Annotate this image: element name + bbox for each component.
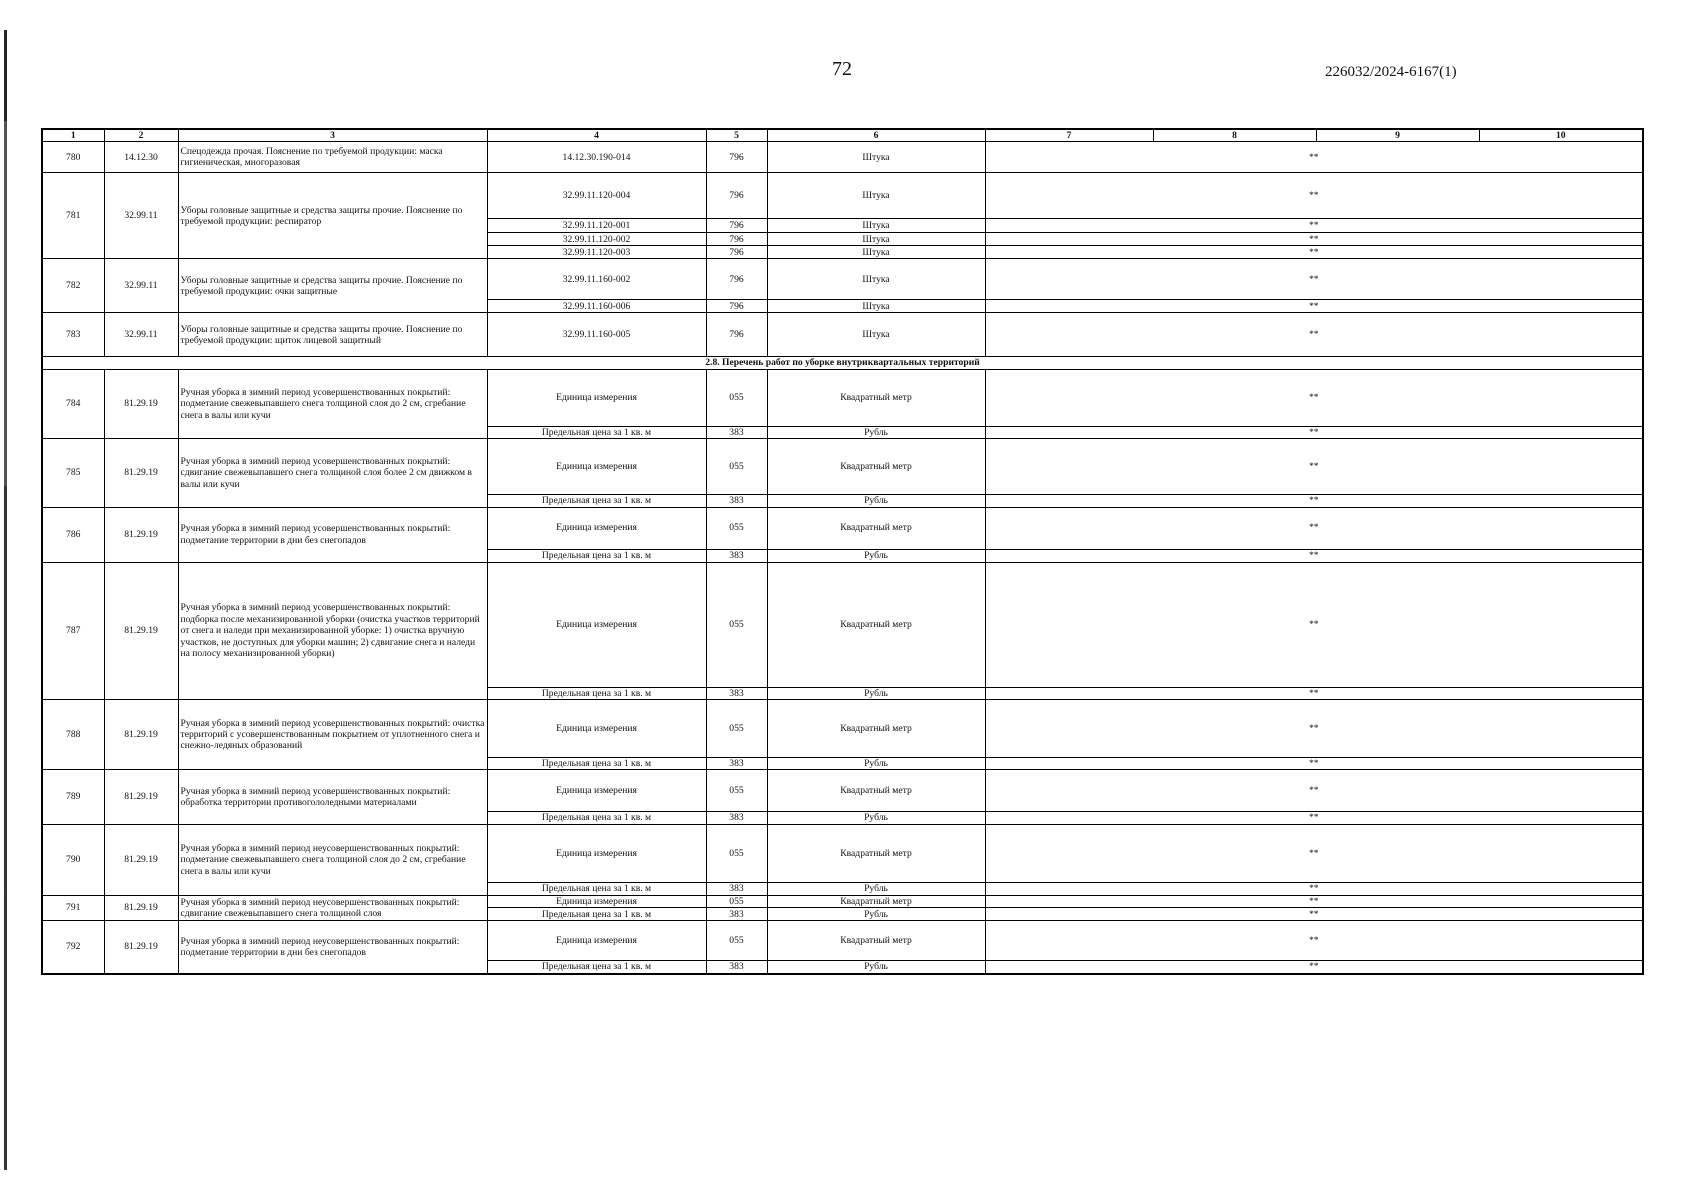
row-number: 781 (42, 173, 104, 259)
price-label: Предельная цена за 1 кв. м (487, 908, 706, 921)
unit-name: Квадратный метр (767, 824, 985, 882)
item-description: Ручная уборка в зимний период неусовершенствованных покрытий: подметание свежевыпавшего снега толщиной слоя до 2 см, сгребание снега в валы или кучи (178, 824, 487, 895)
column-number-row (42, 129, 1643, 142)
okpd-code: 32.99.11 (104, 259, 178, 313)
unit-name: Квадратный метр (767, 369, 985, 426)
unit-label: Единица измерения (487, 562, 706, 687)
item-description: Ручная уборка в зимний период неусовершенствованных покрытий: подметание территории в дни без снегопадов (178, 921, 487, 974)
unit-name: Квадратный метр (767, 507, 985, 549)
price-stars: ** (985, 882, 1643, 895)
unit-name: Квадратный метр (767, 921, 985, 961)
okei-code: 055 (706, 700, 767, 758)
unit-label: Единица измерения (487, 507, 706, 549)
price-stars: ** (985, 824, 1643, 882)
currency-name: Рубль (767, 812, 985, 824)
item-description: Уборы головные защитные и средства защиты прочие. Пояснение по требуемой продукции: щиток лицевой защитный (178, 313, 487, 357)
ktru-code: 32.99.11.160-005 (487, 313, 706, 357)
okei-code: 055 (706, 770, 767, 812)
unit-label: Единица измерения (487, 895, 706, 907)
price-stars: ** (985, 259, 1643, 300)
unit-name: Штука (767, 300, 985, 313)
price-label: Предельная цена за 1 кв. м (487, 961, 706, 974)
okpd-code: 81.29.19 (104, 895, 178, 920)
okpd-code: 32.99.11 (104, 313, 178, 357)
column-number: 4 (487, 129, 706, 142)
row-number: 787 (42, 562, 104, 699)
price-stars: ** (985, 921, 1643, 961)
table-row (42, 142, 1643, 173)
section-row (42, 357, 1643, 369)
price-stars: ** (985, 439, 1643, 495)
table-row (42, 259, 1643, 300)
okei-code: 055 (706, 895, 767, 907)
row-number: 788 (42, 700, 104, 770)
row-number: 785 (42, 439, 104, 507)
ktru-code: 32.99.11.160-006 (487, 300, 706, 313)
item-description: Ручная уборка в зимний период неусовершенствованных покрытий: сдвигание свежевыпавшего снега толщиной слоя (178, 895, 487, 920)
price-stars: ** (985, 700, 1643, 758)
column-number: 9 (1316, 129, 1479, 142)
unit-name: Штука (767, 233, 985, 246)
okpd-code: 81.29.19 (104, 562, 178, 699)
ktru-code: 32.99.11.120-002 (487, 233, 706, 246)
row-number: 790 (42, 824, 104, 895)
currency-name: Рубль (767, 495, 985, 507)
products-table (41, 128, 1644, 975)
column-number: 1 (42, 129, 104, 142)
document-id: 226032/2024-6167(1) (1325, 64, 1457, 80)
scan-margin-mark (4, 30, 7, 1170)
price-label: Предельная цена за 1 кв. м (487, 426, 706, 438)
okei-code: 383 (706, 426, 767, 438)
okei-code: 055 (706, 369, 767, 426)
column-number: 3 (178, 129, 487, 142)
column-number: 2 (104, 129, 178, 142)
item-description: Ручная уборка в зимний период усовершенствованных покрытий: подборка после механизированной уборки (очистка участков территорий от снега и наледи при механизированной уборке: 1) очистка вручную участков, не доступных для уборки машин; 2) сдвигание снега и наледи на полосу механизированной уборки) (178, 562, 487, 699)
okei-code: 796 (706, 300, 767, 313)
table-row (42, 439, 1643, 495)
item-description: Ручная уборка в зимний период усовершенствованных покрытий: очистка территорий с усовершенствованным покрытием от уплотненного снега и снежно-ледяных образований (178, 700, 487, 770)
row-number: 792 (42, 921, 104, 974)
table-row (42, 313, 1643, 357)
ktru-code: 32.99.11.120-003 (487, 246, 706, 259)
okei-code: 055 (706, 921, 767, 961)
unit-name: Квадратный метр (767, 439, 985, 495)
okpd-code: 81.29.19 (104, 770, 178, 824)
unit-label: Единица измерения (487, 824, 706, 882)
item-description: Ручная уборка в зимний период усовершенствованных покрытий: подметание территории в дни без снегопадов (178, 507, 487, 562)
price-stars: ** (985, 313, 1643, 357)
column-number: 10 (1479, 129, 1643, 142)
okei-code: 383 (706, 961, 767, 974)
price-stars: ** (985, 895, 1643, 907)
row-number: 784 (42, 369, 104, 438)
unit-name: Квадратный метр (767, 770, 985, 812)
currency-name: Рубль (767, 687, 985, 699)
okei-code: 383 (706, 687, 767, 699)
item-description: Спецодежда прочая. Пояснение по требуемой продукции: маска гигиеническая, многоразовая (178, 142, 487, 173)
table-row (42, 700, 1643, 758)
row-number: 782 (42, 259, 104, 313)
section-title: 2.8. Перечень работ по уборке внутриквартальных территорий (42, 357, 1643, 369)
column-number: 8 (1153, 129, 1316, 142)
table-row (42, 895, 1643, 907)
okei-code: 796 (706, 173, 767, 219)
price-stars: ** (985, 770, 1643, 812)
ktru-code: 32.99.11.120-001 (487, 219, 706, 233)
column-number: 7 (985, 129, 1153, 142)
okpd-code: 14.12.30 (104, 142, 178, 173)
okpd-code: 81.29.19 (104, 700, 178, 770)
item-description: Ручная уборка в зимний период усовершенствованных покрытий: обработка территории противогололедными материалами (178, 770, 487, 824)
row-number: 780 (42, 142, 104, 173)
unit-name: Квадратный метр (767, 700, 985, 758)
unit-label: Единица измерения (487, 921, 706, 961)
price-stars: ** (985, 758, 1643, 770)
price-stars: ** (985, 812, 1643, 824)
okei-code: 383 (706, 812, 767, 824)
price-label: Предельная цена за 1 кв. м (487, 495, 706, 507)
unit-name: Квадратный метр (767, 562, 985, 687)
okpd-code: 81.29.19 (104, 824, 178, 895)
price-stars: ** (985, 300, 1643, 313)
price-stars: ** (985, 562, 1643, 687)
price-stars: ** (985, 142, 1643, 173)
unit-name: Квадратный метр (767, 895, 985, 907)
price-label: Предельная цена за 1 кв. м (487, 758, 706, 770)
unit-name: Штука (767, 313, 985, 357)
okpd-code: 81.29.19 (104, 369, 178, 438)
page-number: 72 (832, 58, 852, 80)
unit-name: Штука (767, 173, 985, 219)
table-row (42, 173, 1643, 219)
unit-name: Штука (767, 259, 985, 300)
ktru-code: 14.12.30.190-014 (487, 142, 706, 173)
currency-name: Рубль (767, 426, 985, 438)
price-stars: ** (985, 173, 1643, 219)
unit-name: Штука (767, 246, 985, 259)
price-stars: ** (985, 961, 1643, 974)
okei-code: 055 (706, 439, 767, 495)
price-stars: ** (985, 246, 1643, 259)
item-description: Ручная уборка в зимний период усовершенствованных покрытий: подметание свежевыпавшего снега толщиной слоя до 2 см, сгребание снега в валы или кучи (178, 369, 487, 438)
okei-code: 383 (706, 495, 767, 507)
unit-label: Единица измерения (487, 369, 706, 426)
okpd-code: 81.29.19 (104, 921, 178, 974)
okei-code: 383 (706, 758, 767, 770)
price-stars: ** (985, 426, 1643, 438)
price-stars: ** (985, 549, 1643, 562)
currency-name: Рубль (767, 908, 985, 921)
item-description: Уборы головные защитные и средства защиты прочие. Пояснение по требуемой продукции: очки защитные (178, 259, 487, 313)
unit-name: Штука (767, 219, 985, 233)
okei-code: 796 (706, 233, 767, 246)
okpd-code: 81.29.19 (104, 507, 178, 562)
ktru-code: 32.99.11.120-004 (487, 173, 706, 219)
okpd-code: 32.99.11 (104, 173, 178, 259)
ktru-code: 32.99.11.160-002 (487, 259, 706, 300)
column-number: 5 (706, 129, 767, 142)
price-label: Предельная цена за 1 кв. м (487, 549, 706, 562)
table-row (42, 507, 1643, 549)
okei-code: 055 (706, 507, 767, 549)
table-row (42, 562, 1643, 687)
okei-code: 796 (706, 313, 767, 357)
price-stars: ** (985, 908, 1643, 921)
currency-name: Рубль (767, 882, 985, 895)
okei-code: 383 (706, 882, 767, 895)
price-stars: ** (985, 495, 1643, 507)
price-stars: ** (985, 687, 1643, 699)
column-number: 6 (767, 129, 985, 142)
okei-code: 796 (706, 142, 767, 173)
price-stars: ** (985, 507, 1643, 549)
row-number: 783 (42, 313, 104, 357)
unit-label: Единица измерения (487, 439, 706, 495)
currency-name: Рубль (767, 549, 985, 562)
okpd-code: 81.29.19 (104, 439, 178, 507)
unit-label: Единица измерения (487, 700, 706, 758)
item-description: Ручная уборка в зимний период усовершенствованных покрытий: сдвигание свежевыпавшего снега толщиной слоя более 2 см движком в валы или кучи (178, 439, 487, 507)
okei-code: 383 (706, 549, 767, 562)
okei-code: 055 (706, 562, 767, 687)
item-description: Уборы головные защитные и средства защиты прочие. Пояснение по требуемой продукции: респиратор (178, 173, 487, 259)
price-label: Предельная цена за 1 кв. м (487, 687, 706, 699)
price-label: Предельная цена за 1 кв. м (487, 812, 706, 824)
row-number: 791 (42, 895, 104, 920)
row-number: 789 (42, 770, 104, 824)
table-row (42, 369, 1643, 426)
okei-code: 796 (706, 219, 767, 233)
okei-code: 796 (706, 246, 767, 259)
price-stars: ** (985, 233, 1643, 246)
table-row (42, 770, 1643, 812)
okei-code: 796 (706, 259, 767, 300)
currency-name: Рубль (767, 961, 985, 974)
currency-name: Рубль (767, 758, 985, 770)
table-row (42, 824, 1643, 882)
row-number: 786 (42, 507, 104, 562)
okei-code: 383 (706, 908, 767, 921)
unit-label: Единица измерения (487, 770, 706, 812)
price-stars: ** (985, 369, 1643, 426)
unit-name: Штука (767, 142, 985, 173)
okei-code: 055 (706, 824, 767, 882)
table-row (42, 921, 1643, 961)
price-stars: ** (985, 219, 1643, 233)
price-label: Предельная цена за 1 кв. м (487, 882, 706, 895)
